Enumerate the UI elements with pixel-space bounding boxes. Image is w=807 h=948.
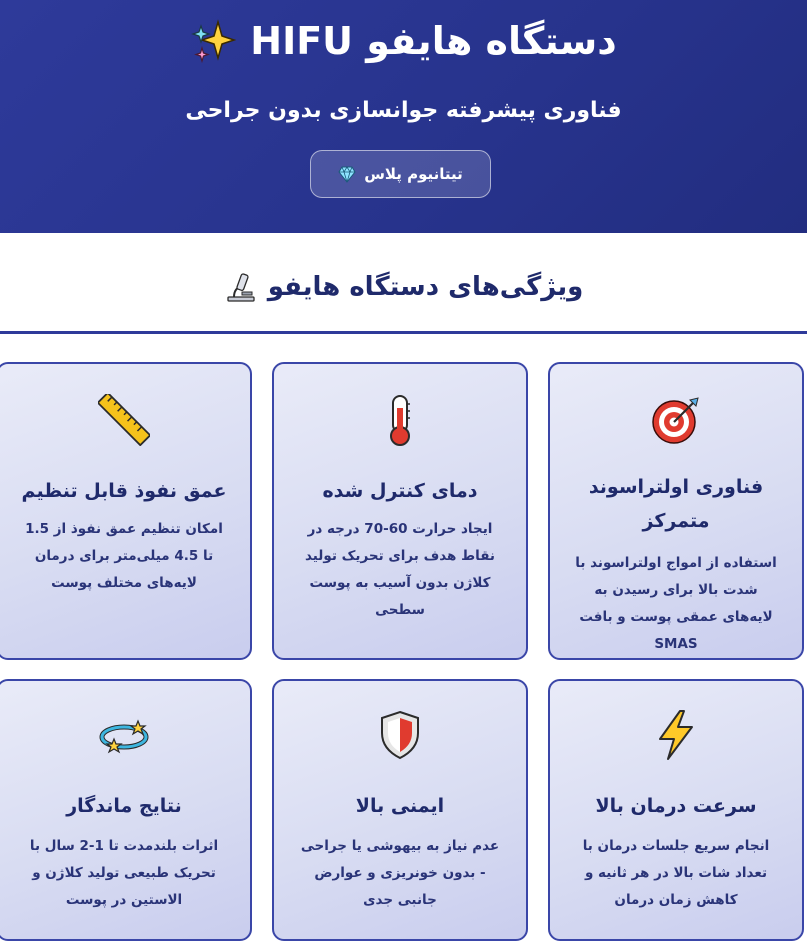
feature-card-controlled-temperature [272, 362, 528, 660]
page-title [0, 18, 807, 64]
ruler-icon [98, 394, 150, 446]
thermometer-icon [374, 394, 426, 446]
feature-title: سرعت درمان بالا [595, 795, 757, 817]
target-icon [650, 394, 702, 446]
feature-title: فناوری اولتراسوند متمرکز [588, 476, 764, 532]
feature-description: ایجاد حرارت 60-70 درجه در نقاط هدف برای تحریک تولید کلاژن بدون آسیب به پوست سطحی [305, 521, 495, 618]
feature-card-adjustable-depth [0, 362, 252, 660]
features-heading [0, 270, 807, 304]
lightning-icon [650, 709, 702, 761]
feature-title: ایمنی بالا [355, 795, 445, 817]
feature-description: امکان تنظیم عمق نفوذ از 1.5 تا 4.5 میلی‌متر برای درمان لایه‌های مختلف پوست [25, 521, 223, 591]
feature-description: اثرات بلندمدت تا 1-2 سال با تحریک طبیعی تولید کلاژن و الاستین در پوست [29, 838, 219, 908]
feature-description: عدم نیاز به بیهوشی یا جراحی - بدون خونریزی و عوارض جانبی جدی [300, 838, 500, 908]
feature-title: دمای کنترل شده [322, 480, 478, 502]
feature-description: انجام سریع جلسات درمان با تعداد شات بالا در هر ثانیه و کاهش زمان درمان [582, 838, 770, 908]
model-badge[interactable] [310, 150, 491, 198]
feature-card-high-safety [272, 679, 528, 941]
sparkles-icon [190, 18, 236, 64]
feature-title: نتایج ماندگار [66, 795, 182, 817]
feature-description: استفاده از امواج اولتراسوند با شدت بالا برای رسیدن به لایه‌های عمقی پوست و بافت SMAS [575, 555, 777, 652]
gem-icon [338, 165, 356, 183]
hero-title-text: دستگاه هایفو HIFU [250, 19, 617, 63]
microscope-icon [224, 270, 258, 304]
feature-title: عمق نفوذ قابل تنظیم [21, 480, 227, 502]
badge-label: تیتانیوم پلاس [364, 165, 463, 183]
shield-icon [374, 709, 426, 761]
feature-card-treatment-speed [548, 679, 804, 941]
section-divider [0, 331, 807, 334]
dizzy-stars-icon [98, 709, 150, 761]
feature-card-lasting-results [0, 679, 252, 941]
hero-subtitle: فناوری پیشرفته جوانسازی بدون جراحی [185, 98, 622, 123]
hero-banner [0, 0, 807, 233]
feature-card-focused-ultrasound [548, 362, 804, 660]
features-heading-text: ویژگی‌های دستگاه هایفو [267, 272, 584, 302]
